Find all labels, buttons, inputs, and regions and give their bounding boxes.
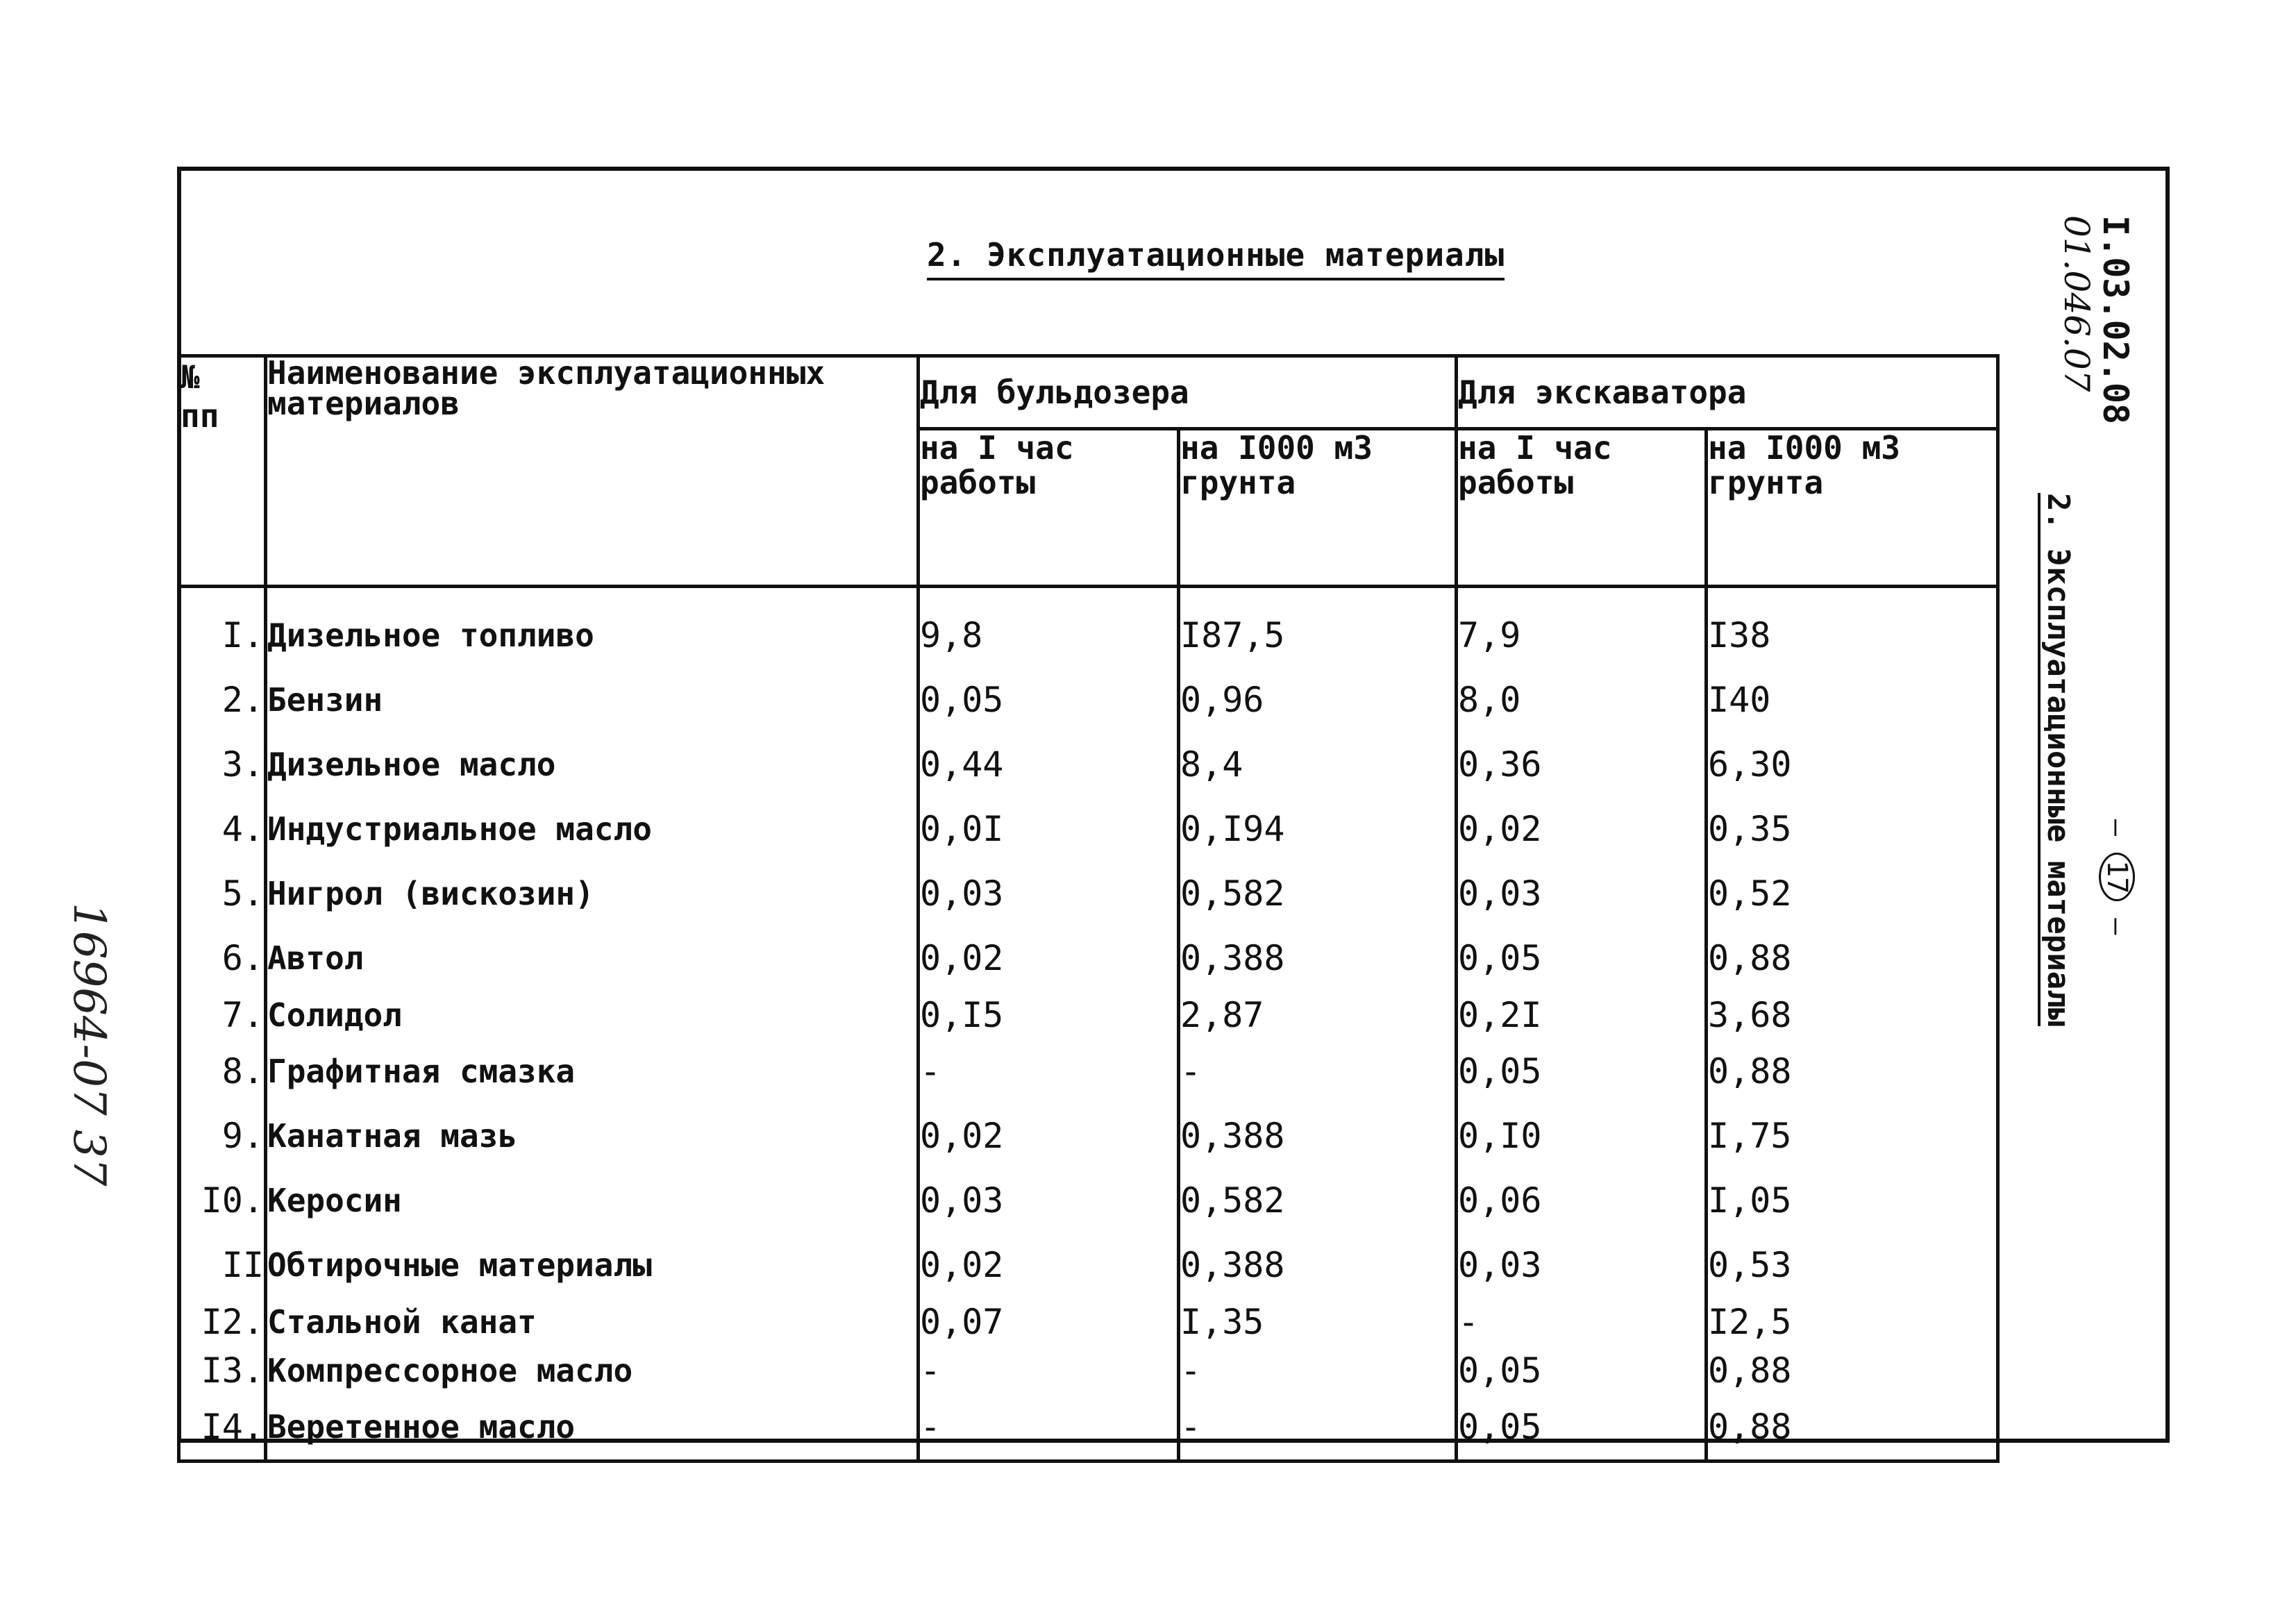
table-row bbox=[179, 991, 1998, 1039]
table-row bbox=[179, 668, 1998, 732]
bulldozer-per-hour-value: 0,02 bbox=[919, 1104, 1179, 1169]
excavator-per-hour-value: 0,02 bbox=[1457, 797, 1707, 862]
bulldozer-per-hour-value: - bbox=[919, 1395, 1179, 1462]
excavator-per-hour-value: 7,9 bbox=[1457, 603, 1707, 668]
bulldozer-per-hour-value: 0,02 bbox=[919, 926, 1179, 991]
excavator-per-hour-value: 0,03 bbox=[1457, 1233, 1707, 1298]
material-name: Компрессорное масло bbox=[266, 1346, 919, 1395]
bulldozer-per-hour-value: 0,02 bbox=[919, 1233, 1179, 1298]
table-row bbox=[179, 1169, 1998, 1233]
table-row bbox=[179, 797, 1998, 862]
excavator-per-1000-value: 0,53 bbox=[1707, 1233, 1998, 1298]
header-bulldozer-per-hour: на I час работы bbox=[919, 429, 1179, 587]
table-row bbox=[179, 603, 1998, 668]
table-row bbox=[179, 1395, 1998, 1462]
material-name: Канатная мазь bbox=[266, 1104, 919, 1169]
material-name: Дизельное топливо bbox=[266, 603, 919, 668]
excavator-per-1000-value: 0,88 bbox=[1707, 1039, 1998, 1104]
material-name: Веретенное масло bbox=[266, 1395, 919, 1462]
document-code: I.03.02.08 01.046.07 bbox=[2056, 215, 2136, 425]
row-number: 8. bbox=[179, 1039, 266, 1104]
bulldozer-per-1000-value: 2,87 bbox=[1179, 991, 1457, 1039]
header-excavator-per-hour: на I час работы bbox=[1457, 429, 1707, 587]
bulldozer-per-hour-value: 0,44 bbox=[919, 732, 1179, 797]
header-bulldozer-per-1000: на I000 м3 грунта bbox=[1179, 429, 1457, 587]
table-row bbox=[179, 1233, 1998, 1298]
bulldozer-per-1000-value: I,35 bbox=[1179, 1298, 1457, 1346]
excavator-per-1000-value: I38 bbox=[1707, 603, 1998, 668]
page-title: 2. Эксплуатационные материалы bbox=[927, 236, 1505, 281]
excavator-per-1000-value: 0,88 bbox=[1707, 926, 1998, 991]
page-number-circle: 17 bbox=[2099, 853, 2135, 901]
header-excavator: Для экскаватора bbox=[1457, 356, 1998, 429]
excavator-per-hour-value: 0,05 bbox=[1457, 1395, 1707, 1462]
excavator-per-hour-value: 0,05 bbox=[1457, 926, 1707, 991]
table-row bbox=[179, 1346, 1998, 1395]
excavator-per-hour-value: 0,I0 bbox=[1457, 1104, 1707, 1169]
bulldozer-per-hour-value: - bbox=[919, 1346, 1179, 1395]
bulldozer-per-hour-value: 9,8 bbox=[919, 603, 1179, 668]
material-name: Автол bbox=[266, 926, 919, 991]
table-body bbox=[179, 587, 1998, 1462]
bulldozer-per-1000-value: - bbox=[1179, 1395, 1457, 1462]
materials-table bbox=[177, 354, 2000, 1463]
bulldozer-per-hour-value: 0,0I bbox=[919, 797, 1179, 862]
material-name: Нигрол (вискозин) bbox=[266, 862, 919, 926]
row-number: 7. bbox=[179, 991, 266, 1039]
header-excavator-per-1000: на I000 м3 грунта bbox=[1707, 429, 1998, 587]
bulldozer-per-1000-value: 8,4 bbox=[1179, 732, 1457, 797]
bulldozer-per-1000-value: 0,388 bbox=[1179, 1233, 1457, 1298]
bulldozer-per-hour-value: 0,I5 bbox=[919, 991, 1179, 1039]
bulldozer-per-1000-value: - bbox=[1179, 1346, 1457, 1395]
table-row bbox=[179, 862, 1998, 926]
row-number: I. bbox=[179, 603, 266, 668]
excavator-per-1000-value: I,05 bbox=[1707, 1169, 1998, 1233]
bulldozer-per-1000-value: I87,5 bbox=[1179, 603, 1457, 668]
excavator-per-1000-value: I,75 bbox=[1707, 1104, 1998, 1169]
excavator-per-1000-value: I40 bbox=[1707, 668, 1998, 732]
side-title: 2. Эксплуатационные материалы bbox=[2038, 493, 2076, 1026]
bulldozer-per-hour-value: 0,05 bbox=[919, 668, 1179, 732]
excavator-per-1000-value: 0,88 bbox=[1707, 1395, 1998, 1462]
bulldozer-per-1000-value: - bbox=[1179, 1039, 1457, 1104]
excavator-per-1000-value: 3,68 bbox=[1707, 991, 1998, 1039]
material-name: Графитная смазка bbox=[266, 1039, 919, 1104]
handwritten-note: 16964-07 37 bbox=[63, 903, 115, 1187]
excavator-per-1000-value: 6,30 bbox=[1707, 732, 1998, 797]
bulldozer-per-1000-value: 0,582 bbox=[1179, 1169, 1457, 1233]
bulldozer-per-1000-value: 0,I94 bbox=[1179, 797, 1457, 862]
bulldozer-per-1000-value: 0,388 bbox=[1179, 1104, 1457, 1169]
table-row bbox=[179, 732, 1998, 797]
excavator-per-hour-value: 0,06 bbox=[1457, 1169, 1707, 1233]
table-row bbox=[179, 1039, 1998, 1104]
row-number: I2. bbox=[179, 1298, 266, 1346]
bulldozer-per-hour-value: 0,03 bbox=[919, 1169, 1179, 1233]
bulldozer-per-hour-value: 0,07 bbox=[919, 1298, 1179, 1346]
material-name: Обтирочные материалы bbox=[266, 1233, 919, 1298]
excavator-per-hour-value: 0,05 bbox=[1457, 1039, 1707, 1104]
excavator-per-hour-value: 8,0 bbox=[1457, 668, 1707, 732]
header-bulldozer: Для бульдозера bbox=[919, 356, 1457, 429]
excavator-per-hour-value: 0,03 bbox=[1457, 862, 1707, 926]
table-row bbox=[179, 1104, 1998, 1169]
material-name: Индустриальное масло bbox=[266, 797, 919, 862]
bulldozer-per-1000-value: 0,582 bbox=[1179, 862, 1457, 926]
excavator-per-hour-value: 0,36 bbox=[1457, 732, 1707, 797]
bulldozer-per-1000-value: 0,388 bbox=[1179, 926, 1457, 991]
material-name: Дизельное масло bbox=[266, 732, 919, 797]
row-number: II bbox=[179, 1233, 266, 1298]
bulldozer-per-hour-value: 0,03 bbox=[919, 862, 1179, 926]
row-number: 6. bbox=[179, 926, 266, 991]
row-number: 3. bbox=[179, 732, 266, 797]
row-number: I0. bbox=[179, 1169, 266, 1233]
material-name: Бензин bbox=[266, 668, 919, 732]
excavator-per-1000-value: I2,5 bbox=[1707, 1298, 1998, 1346]
excavator-per-1000-value: 0,88 bbox=[1707, 1346, 1998, 1395]
material-name: Керосин bbox=[266, 1169, 919, 1233]
row-number: 5. bbox=[179, 862, 266, 926]
excavator-per-hour-value: 0,2I bbox=[1457, 991, 1707, 1039]
excavator-per-hour-value: - bbox=[1457, 1298, 1707, 1346]
row-number: I3. bbox=[179, 1346, 266, 1395]
row-number: 2. bbox=[179, 668, 266, 732]
excavator-per-1000-value: 0,52 bbox=[1707, 862, 1998, 926]
table-row bbox=[179, 1298, 1998, 1346]
header-material-name: Наименование эксплуатационных материалов bbox=[266, 356, 919, 587]
row-number: I4. bbox=[179, 1395, 266, 1462]
row-number: 9. bbox=[179, 1104, 266, 1169]
page-number: – 17 – bbox=[2099, 819, 2135, 935]
bulldozer-per-1000-value: 0,96 bbox=[1179, 668, 1457, 732]
excavator-per-hour-value: 0,05 bbox=[1457, 1346, 1707, 1395]
bulldozer-per-hour-value: - bbox=[919, 1039, 1179, 1104]
table-row bbox=[179, 926, 1998, 991]
row-number: 4. bbox=[179, 797, 266, 862]
header-number: № пп bbox=[179, 356, 266, 587]
material-name: Стальной канат bbox=[266, 1298, 919, 1346]
excavator-per-1000-value: 0,35 bbox=[1707, 797, 1998, 862]
material-name: Солидол bbox=[266, 991, 919, 1039]
